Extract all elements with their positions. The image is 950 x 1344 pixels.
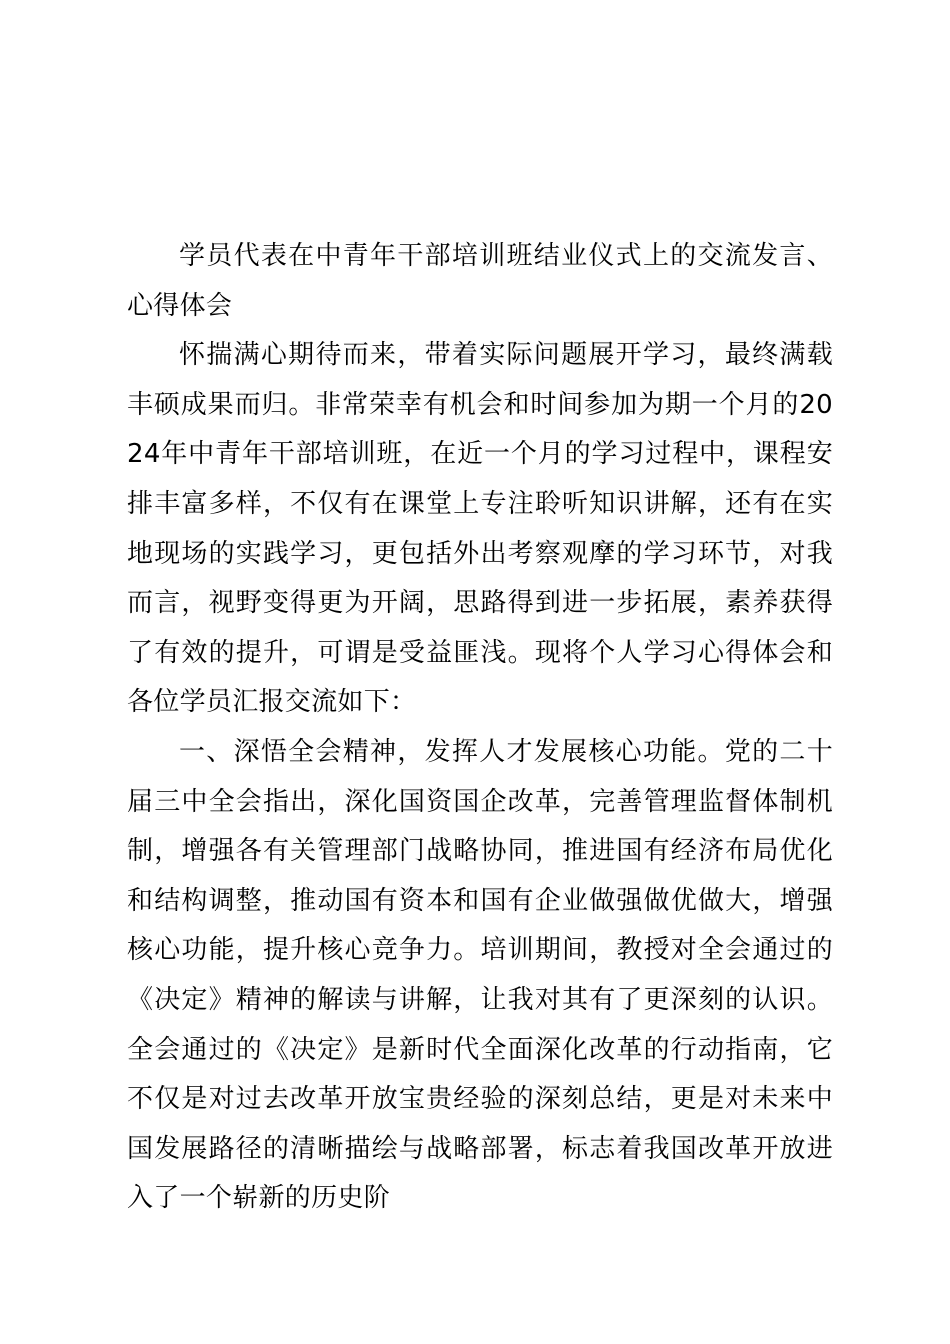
paragraph-section-one: 一、深悟全会精神，发挥人才发展核心功能。党的二十届三中全会指出，深化国资国企改革，完善管理监督体制机制，增强各有关管理部门战略协同，推进国有经济布局优化和结构调整，推动国有资本和国有企业做强做优做大，增强核心功能，提升核心竞争力。培训期间，教授对全会通过的《决定》精神的解读与讲解，让我对其有了更深刻的认识。全会通过的《决定》是新时代全面深化改革的行动指南，它不仅是对过去改革开放宝贵经验的深刻总结，更是对未来中国发展路径的清晰描绘与战略部署，标志着我国改革开放进入了一个崭新的历史阶 xyxy=(127,736,833,1214)
paragraph-intro: 怀揣满心期待而来，带着实际问题展开学习，最终满载丰硕成果而归。非常荣幸有机会和时间参加为期一个月的2024年中青年干部培训班，在近一个月的学习过程中，课程安排丰富多样，不仅有在课堂上专注聆听知识讲解，还有在实地现场的实践学习，更包括外出考察观摩的学习环节，对我而言，视野变得更为开阔，思路得到进一步拓展，素养获得了有效的提升，可谓是受益匪浅。现将个人学习心得体会和各位学员汇报交流如下： xyxy=(127,340,833,718)
document-body xyxy=(127,232,833,1224)
document-title: 学员代表在中青年干部培训班结业仪式上的交流发言、心得体会 xyxy=(127,241,833,321)
